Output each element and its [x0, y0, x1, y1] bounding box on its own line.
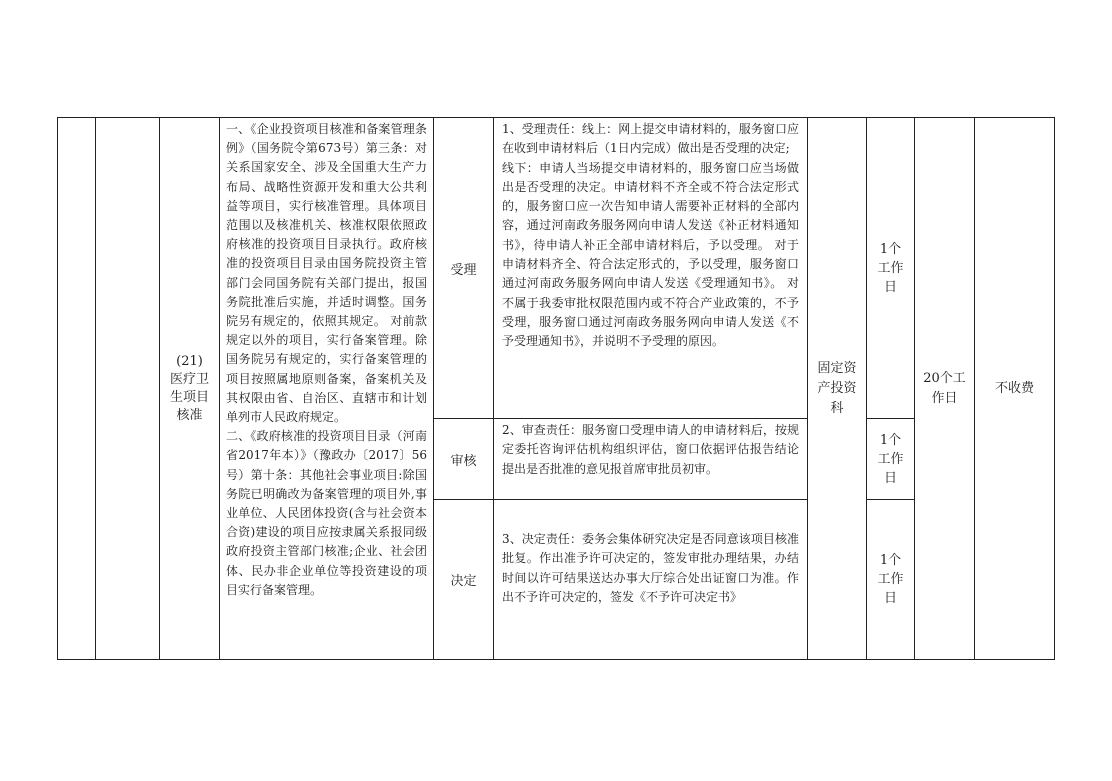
responsibility-paragraph: 2、审查责任：服务窗口受理申请人的申请材料后，按规定委托咨询评估机构组织评估，窗口依据评估报告结论提出是否批准的意见报首席审批员初审。 [502, 423, 799, 476]
stage-days-accept [867, 118, 915, 419]
approval-item-table [57, 117, 1055, 660]
stage-name-decision: 决定 [434, 500, 494, 660]
blank-cell-b [96, 118, 160, 660]
days-line: 工作 [877, 260, 904, 276]
legal-basis-paragraph: 一、《企业投资项目核准和备案管理条例》（国务院令第673号）第三条：对关系国家安全、涉及全国重大生产力布局、战略性资源开发和重大公共利益等项目，实行核准管理。具体项目范围以及核准机关、核准权限依照政府核准的投资项目目录执行。政府核准的投资项目目录由国务院投资主管部门会同国务院有关部门提出，报国务院批准后实施，并适时调整。国务院另有规定的，依照其规定。 对前款规定以外的项目，实行备案管理。除国务院另有规定的，实行备案管理的项目按照属地原则备案，备案机关及其权限由省、自治区、直辖市和计划单列市人民政府规定。 [226, 122, 427, 425]
days-line: 1个 [879, 241, 902, 257]
item-name-line: 生项目 [169, 389, 209, 405]
item-number: (21) [176, 353, 203, 369]
responsibility-paragraph: 3、决定责任：委务会集体研究决定是否同意该项目核准批复。作出准予许可决定的，签发审批办理结果，办结时间以许可结果送达办事大厅综合处出证窗口为准。作出不予许可决定的，签发《不予许可决定书》 [502, 532, 799, 604]
total-days-line: 20个工 [923, 370, 966, 386]
legal-basis-paragraph: 二、《政府核准的投资项目目录（河南省2017年本）》（豫政办〔2017〕56号）第十条：其他社会事业项目:除国务院已明确改为备案管理的项目外,事业单位、人民团体投资(含与社会资本合资)建设的项目应按隶属关系报同级政府投资主管部门核准;企业、社会团体、民办非企业单位等投资建设的项目实行备案管理。 [226, 429, 427, 597]
stage-name-accept: 受理 [434, 118, 494, 419]
item-name-cell [160, 118, 220, 660]
days-line: 1个 [879, 553, 902, 568]
responsibility-paragraph: 1、受理责任：线上：网上提交申请材料的，服务窗口应在收到申请材料后（1日内完成）做出是否受理的决定; [502, 122, 799, 156]
category-line: 产投资 [817, 380, 857, 396]
legal-basis-cell [220, 118, 434, 660]
category-cell [808, 118, 867, 660]
responsibility-paragraph: 线下：申请人当场提交申请材料的，服务窗口应当场做出是否受理的决定。申请材料不齐全或不符合法定形式的，服务窗口应一次告知申请人需要补正材料的全部内容，通过河南政务服务网向申请人发送《补正材料通知书》，待申请人补正全部申请材料后，予以受理。 对于申请材料齐全、符合法定形式的，予以受理，服务窗口通过河南政务服务网向申请人发送《受理通知书》。 对不属于我委审批权限范围内或不符合产业政策的，不予受理，服务窗口通过河南政务服务网向申请人发送《不予受理通知书》，并说明不予受理的原因。 [502, 160, 799, 349]
total-days-cell [915, 118, 975, 660]
stage-name-review: 审核 [434, 419, 494, 500]
stage-days-decision [867, 500, 915, 660]
stage-responsibility-decision [494, 500, 808, 660]
days-line: 日 [883, 470, 897, 486]
days-line: 日 [883, 279, 897, 295]
days-line: 1个 [879, 432, 902, 448]
fee-cell: 不收费 [975, 118, 1055, 660]
days-line: 工作 [877, 572, 904, 587]
category-line: 固定资 [817, 360, 857, 376]
stage-responsibility-accept [494, 118, 808, 419]
item-name-line: 核准 [176, 407, 203, 423]
days-line: 日 [883, 591, 897, 606]
stage-days-review [867, 419, 915, 500]
days-line: 工作 [877, 451, 904, 467]
item-name-line: 医疗卫 [169, 371, 209, 387]
category-line: 科 [830, 400, 844, 416]
blank-cell-a [58, 118, 96, 660]
stage-responsibility-review [494, 419, 808, 500]
total-days-line: 作日 [931, 390, 958, 406]
